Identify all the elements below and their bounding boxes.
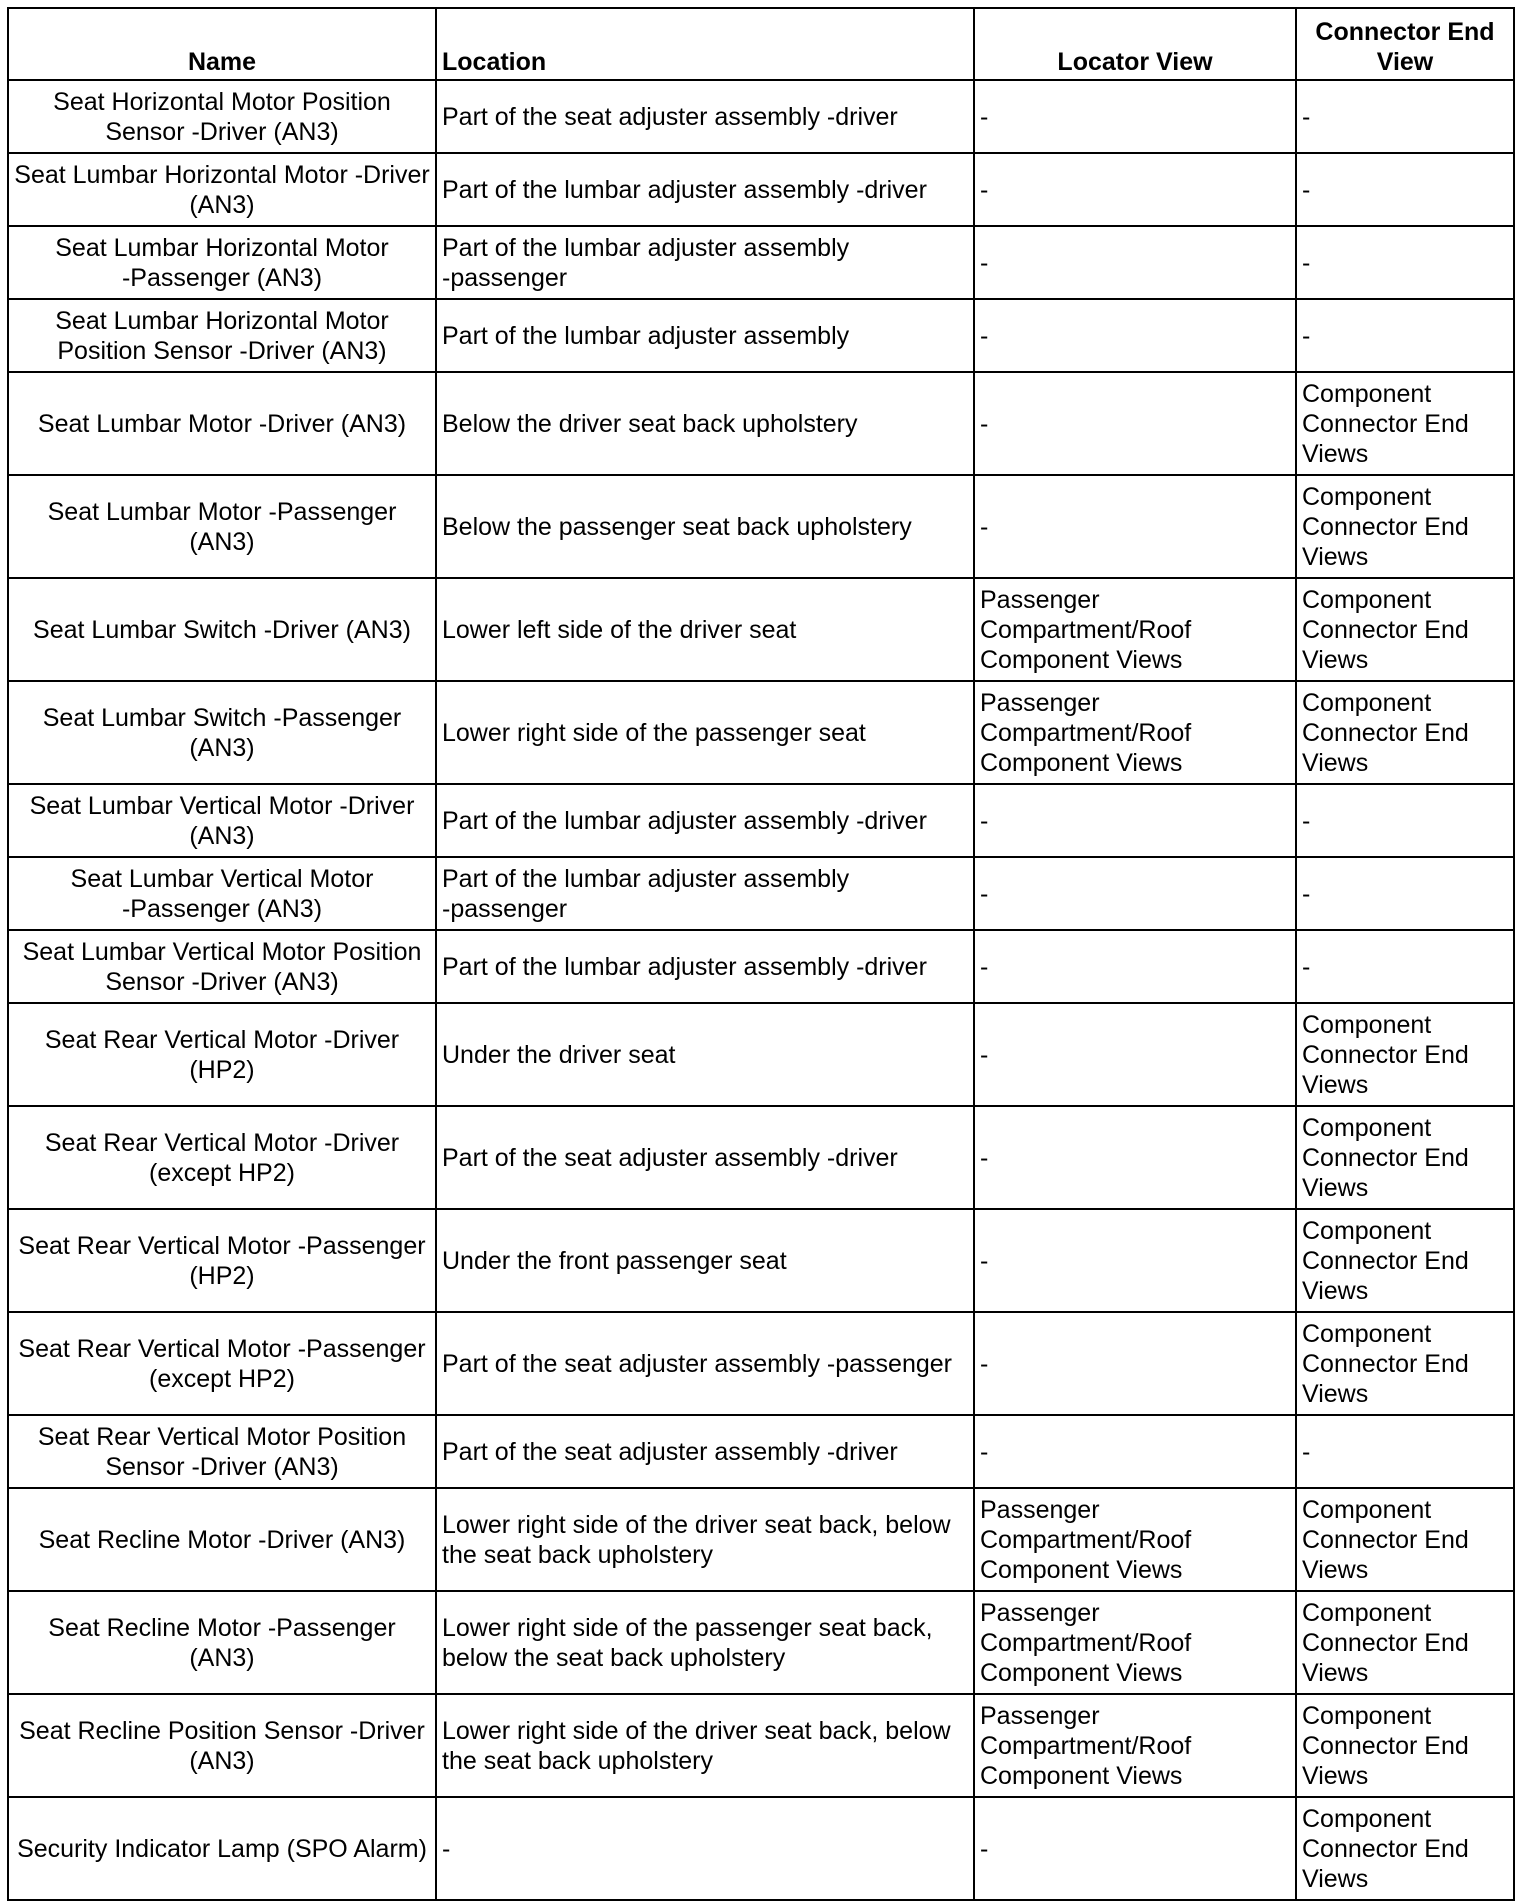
cell-name: Seat Lumbar Motor -Driver (AN3)	[8, 372, 436, 475]
cell-location: Lower right side of the driver seat back, below the seat back upholstery	[436, 1488, 974, 1591]
cell-location: Part of the lumbar adjuster assembly -driver	[436, 930, 974, 1003]
table-row	[8, 475, 1514, 578]
cell-connector-end-view: -	[1296, 930, 1514, 1003]
cell-location: Below the driver seat back upholstery	[436, 372, 974, 475]
cell-connector-end-view: Component Connector End Views	[1296, 681, 1514, 784]
table-row	[8, 784, 1514, 857]
cell-location: Part of the lumbar adjuster assembly -driver	[436, 784, 974, 857]
table-row	[8, 1694, 1514, 1797]
cell-connector-end-view: Component Connector End Views	[1296, 578, 1514, 681]
cell-location: Lower right side of the driver seat back, below the seat back upholstery	[436, 1694, 974, 1797]
cell-locator-view: Passenger Compartment/Roof Component Views	[974, 1488, 1296, 1591]
cell-location: Part of the lumbar adjuster assembly -driver	[436, 153, 974, 226]
cell-locator-view: -	[974, 299, 1296, 372]
table-row	[8, 299, 1514, 372]
cell-connector-end-view: Component Connector End Views	[1296, 1591, 1514, 1694]
table-row	[8, 1797, 1514, 1900]
table-row	[8, 857, 1514, 930]
cell-locator-view: -	[974, 857, 1296, 930]
cell-name: Security Indicator Lamp (SPO Alarm)	[8, 1797, 436, 1900]
cell-name: Seat Lumbar Horizontal Motor Position Sensor -Driver (AN3)	[8, 299, 436, 372]
cell-name: Seat Rear Vertical Motor -Passenger (HP2)	[8, 1209, 436, 1312]
cell-location: Lower right side of the passenger seat	[436, 681, 974, 784]
cell-location: Part of the seat adjuster assembly -driver	[436, 1106, 974, 1209]
cell-name: Seat Rear Vertical Motor Position Sensor -Driver (AN3)	[8, 1415, 436, 1488]
cell-locator-view: Passenger Compartment/Roof Component Views	[974, 681, 1296, 784]
header-location: Location	[436, 8, 974, 80]
table-row	[8, 1312, 1514, 1415]
table-row	[8, 1209, 1514, 1312]
table-row	[8, 578, 1514, 681]
header-locator-view: Locator View	[974, 8, 1296, 80]
cell-name: Seat Lumbar Horizontal Motor -Driver (AN3)	[8, 153, 436, 226]
cell-locator-view: -	[974, 1797, 1296, 1900]
cell-location: Part of the lumbar adjuster assembly	[436, 299, 974, 372]
cell-location: Part of the seat adjuster assembly -passenger	[436, 1312, 974, 1415]
cell-name: Seat Lumbar Vertical Motor Position Sensor -Driver (AN3)	[8, 930, 436, 1003]
cell-location: Part of the seat adjuster assembly -driver	[436, 1415, 974, 1488]
cell-connector-end-view: -	[1296, 784, 1514, 857]
cell-location: Lower right side of the passenger seat back, below the seat back upholstery	[436, 1591, 974, 1694]
cell-location: Part of the lumbar adjuster assembly -passenger	[436, 226, 974, 299]
cell-name: Seat Rear Vertical Motor -Driver (except HP2)	[8, 1106, 436, 1209]
cell-name: Seat Recline Motor -Driver (AN3)	[8, 1488, 436, 1591]
cell-connector-end-view: Component Connector End Views	[1296, 1797, 1514, 1900]
cell-locator-view: -	[974, 372, 1296, 475]
table-row	[8, 1106, 1514, 1209]
table-row	[8, 372, 1514, 475]
table-row	[8, 1003, 1514, 1106]
component-locator-table	[7, 7, 1515, 1901]
cell-locator-view: -	[974, 1209, 1296, 1312]
header-row	[8, 8, 1514, 80]
cell-location: Below the passenger seat back upholstery	[436, 475, 974, 578]
cell-name: Seat Lumbar Motor -Passenger (AN3)	[8, 475, 436, 578]
cell-locator-view: -	[974, 475, 1296, 578]
cell-connector-end-view: Component Connector End Views	[1296, 1694, 1514, 1797]
cell-locator-view: -	[974, 930, 1296, 1003]
cell-locator-view: -	[974, 226, 1296, 299]
cell-locator-view: -	[974, 1415, 1296, 1488]
cell-connector-end-view: -	[1296, 1415, 1514, 1488]
cell-locator-view: -	[974, 80, 1296, 153]
cell-locator-view: -	[974, 153, 1296, 226]
cell-locator-view: -	[974, 1106, 1296, 1209]
table-row	[8, 681, 1514, 784]
cell-connector-end-view: -	[1296, 226, 1514, 299]
table-row	[8, 1591, 1514, 1694]
cell-locator-view: Passenger Compartment/Roof Component Views	[974, 1694, 1296, 1797]
table-row	[8, 80, 1514, 153]
table-row	[8, 1488, 1514, 1591]
cell-locator-view: -	[974, 1312, 1296, 1415]
table-row	[8, 226, 1514, 299]
cell-connector-end-view: Component Connector End Views	[1296, 1003, 1514, 1106]
cell-locator-view: -	[974, 1003, 1296, 1106]
cell-name: Seat Lumbar Horizontal Motor -Passenger (AN3)	[8, 226, 436, 299]
cell-locator-view: Passenger Compartment/Roof Component Views	[974, 1591, 1296, 1694]
cell-connector-end-view: -	[1296, 857, 1514, 930]
cell-name: Seat Lumbar Vertical Motor -Driver (AN3)	[8, 784, 436, 857]
cell-locator-view: -	[974, 784, 1296, 857]
cell-location: Lower left side of the driver seat	[436, 578, 974, 681]
cell-name: Seat Rear Vertical Motor -Driver (HP2)	[8, 1003, 436, 1106]
cell-connector-end-view: Component Connector End Views	[1296, 1209, 1514, 1312]
cell-connector-end-view: Component Connector End Views	[1296, 1488, 1514, 1591]
cell-connector-end-view: Component Connector End Views	[1296, 475, 1514, 578]
cell-name: Seat Recline Position Sensor -Driver (AN3)	[8, 1694, 436, 1797]
cell-location: Under the front passenger seat	[436, 1209, 974, 1312]
cell-name: Seat Rear Vertical Motor -Passenger (except HP2)	[8, 1312, 436, 1415]
cell-name: Seat Lumbar Switch -Passenger (AN3)	[8, 681, 436, 784]
cell-connector-end-view: -	[1296, 153, 1514, 226]
cell-connector-end-view: Component Connector End Views	[1296, 1106, 1514, 1209]
table-row	[8, 930, 1514, 1003]
table-row	[8, 1415, 1514, 1488]
cell-name: Seat Lumbar Vertical Motor -Passenger (AN3)	[8, 857, 436, 930]
cell-locator-view: Passenger Compartment/Roof Component Views	[974, 578, 1296, 681]
cell-connector-end-view: Component Connector End Views	[1296, 1312, 1514, 1415]
cell-name: Seat Horizontal Motor Position Sensor -Driver (AN3)	[8, 80, 436, 153]
table-row	[8, 153, 1514, 226]
header-connector-end-view: Connector End View	[1296, 8, 1514, 80]
cell-connector-end-view: -	[1296, 80, 1514, 153]
cell-connector-end-view: -	[1296, 299, 1514, 372]
cell-location: Under the driver seat	[436, 1003, 974, 1106]
cell-location: -	[436, 1797, 974, 1900]
cell-name: Seat Recline Motor -Passenger (AN3)	[8, 1591, 436, 1694]
header-name: Name	[8, 8, 436, 80]
cell-location: Part of the lumbar adjuster assembly -passenger	[436, 857, 974, 930]
cell-connector-end-view: Component Connector End Views	[1296, 372, 1514, 475]
cell-name: Seat Lumbar Switch -Driver (AN3)	[8, 578, 436, 681]
cell-location: Part of the seat adjuster assembly -driver	[436, 80, 974, 153]
